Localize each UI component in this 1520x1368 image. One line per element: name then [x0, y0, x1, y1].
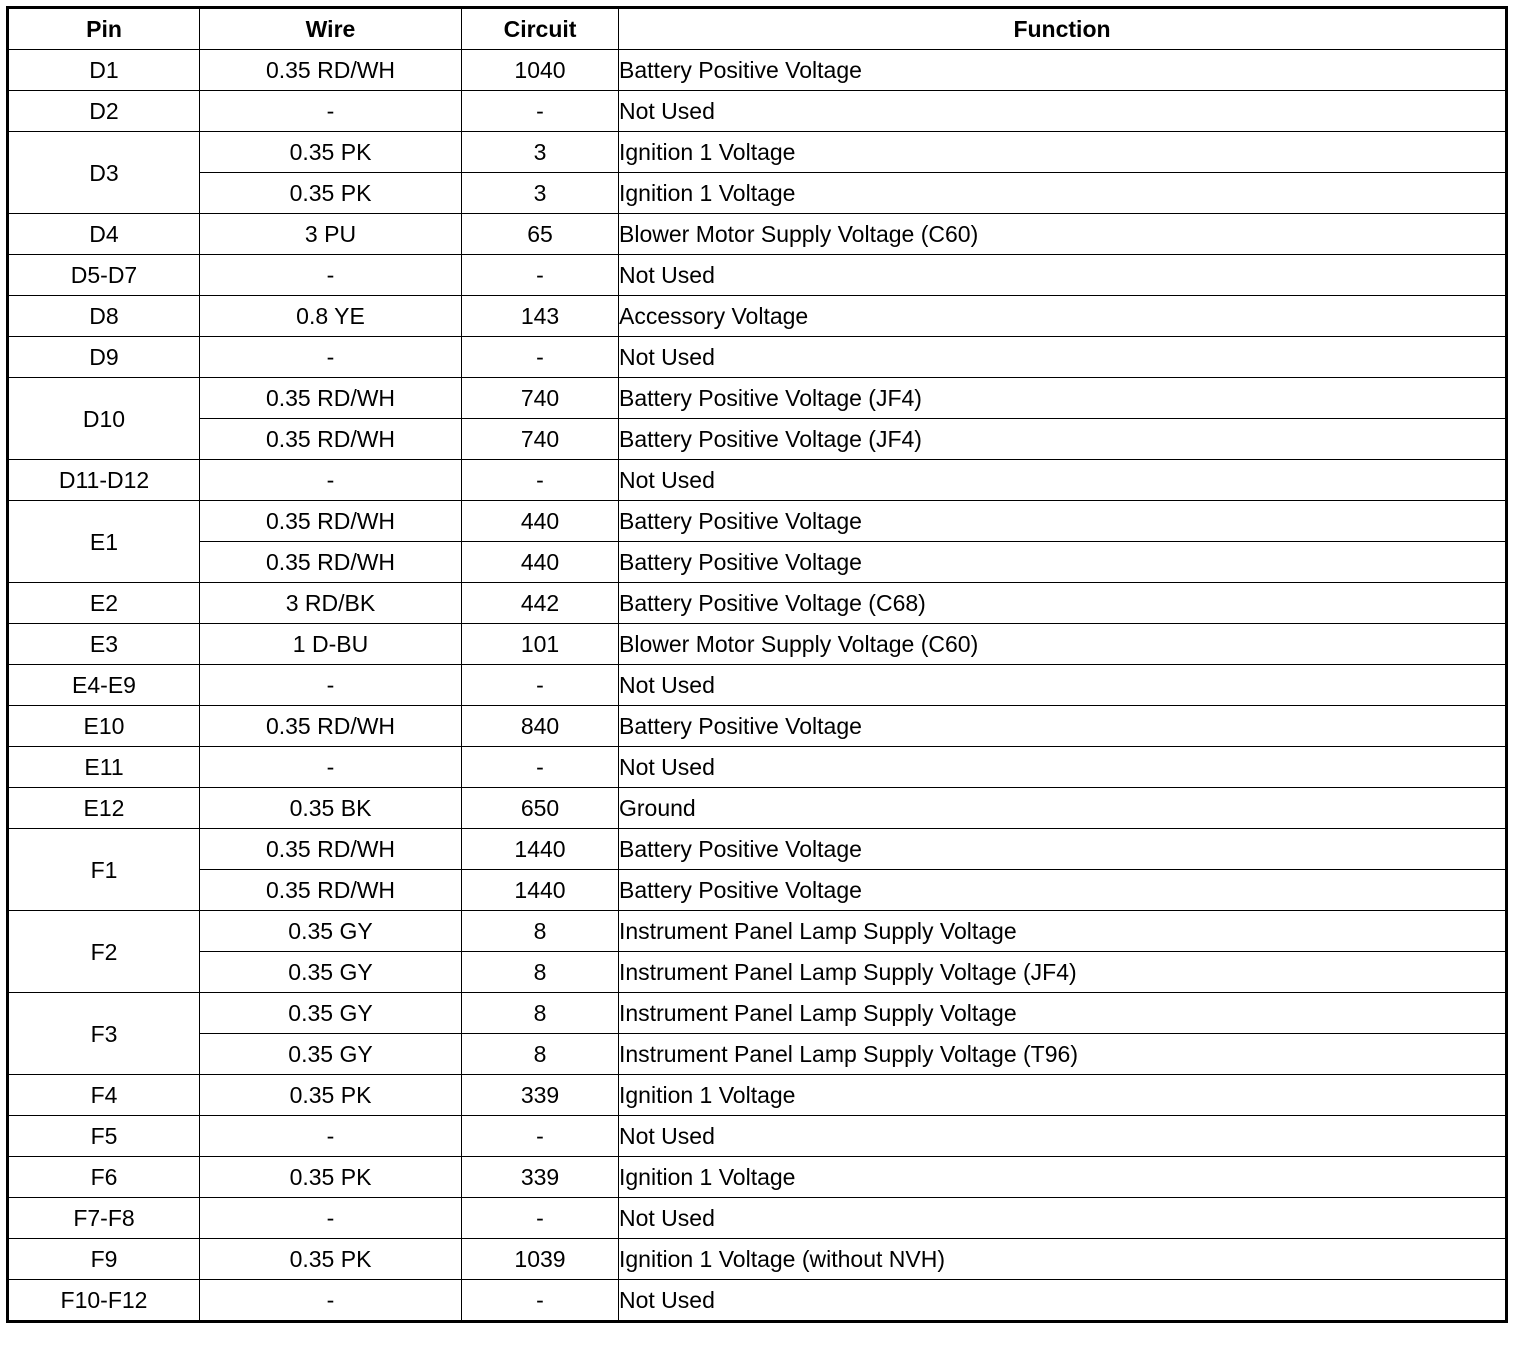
circuit-cell: -	[462, 91, 619, 132]
table-row	[8, 460, 1507, 501]
function-cell: Instrument Panel Lamp Supply Voltage	[619, 911, 1507, 952]
circuit-cell: 650	[462, 788, 619, 829]
pin-cell: E4-E9	[8, 665, 200, 706]
function-cell: Blower Motor Supply Voltage (C60)	[619, 214, 1507, 255]
table-row	[8, 788, 1507, 829]
table-row	[8, 1157, 1507, 1198]
circuit-cell: 65	[462, 214, 619, 255]
circuit-cell: -	[462, 460, 619, 501]
wire-cell: 0.35 RD/WH	[200, 50, 462, 91]
wire-cell: -	[200, 747, 462, 788]
table-row	[8, 337, 1507, 378]
wire-cell: 0.35 GY	[200, 952, 462, 993]
wire-cell: 0.35 BK	[200, 788, 462, 829]
wire-cell: 0.35 GY	[200, 1034, 462, 1075]
circuit-cell: -	[462, 1198, 619, 1239]
wire-cell: 3 RD/BK	[200, 583, 462, 624]
function-cell: Ignition 1 Voltage	[619, 1157, 1507, 1198]
pin-cell: D4	[8, 214, 200, 255]
function-cell: Not Used	[619, 337, 1507, 378]
function-cell: Battery Positive Voltage	[619, 706, 1507, 747]
function-cell: Accessory Voltage	[619, 296, 1507, 337]
pin-cell: E2	[8, 583, 200, 624]
table-row	[8, 132, 1507, 173]
circuit-cell: 1040	[462, 50, 619, 91]
connector-pinout-table	[6, 6, 1508, 1323]
table-row	[8, 50, 1507, 91]
pin-cell: D2	[8, 91, 200, 132]
table-row	[8, 583, 1507, 624]
circuit-cell: 440	[462, 501, 619, 542]
pin-cell: D1	[8, 50, 200, 91]
circuit-cell: 8	[462, 952, 619, 993]
wire-cell: 0.35 RD/WH	[200, 378, 462, 419]
wire-cell: -	[200, 91, 462, 132]
table-row	[8, 665, 1507, 706]
function-cell: Not Used	[619, 1116, 1507, 1157]
circuit-cell: 8	[462, 911, 619, 952]
wire-cell: 0.35 PK	[200, 1157, 462, 1198]
function-cell: Instrument Panel Lamp Supply Voltage (T96)	[619, 1034, 1507, 1075]
pin-cell: D11-D12	[8, 460, 200, 501]
circuit-cell: -	[462, 665, 619, 706]
function-cell: Not Used	[619, 91, 1507, 132]
table-row	[8, 501, 1507, 542]
circuit-cell: 8	[462, 993, 619, 1034]
pin-cell: D8	[8, 296, 200, 337]
function-cell: Battery Positive Voltage	[619, 50, 1507, 91]
table-row	[8, 1198, 1507, 1239]
function-cell: Ignition 1 Voltage	[619, 132, 1507, 173]
function-cell: Not Used	[619, 665, 1507, 706]
function-cell: Battery Positive Voltage (C68)	[619, 583, 1507, 624]
pin-cell: E12	[8, 788, 200, 829]
header-row	[8, 8, 1507, 50]
table-row	[8, 173, 1507, 214]
wire-cell: -	[200, 460, 462, 501]
pin-cell: D3	[8, 132, 200, 214]
table-row	[8, 1075, 1507, 1116]
wire-cell: -	[200, 1198, 462, 1239]
wire-cell: 0.35 PK	[200, 1075, 462, 1116]
wire-cell: 1 D-BU	[200, 624, 462, 665]
function-cell: Not Used	[619, 255, 1507, 296]
function-cell: Battery Positive Voltage (JF4)	[619, 378, 1507, 419]
circuit-cell: 740	[462, 378, 619, 419]
wire-cell: 0.35 RD/WH	[200, 419, 462, 460]
function-cell: Instrument Panel Lamp Supply Voltage	[619, 993, 1507, 1034]
circuit-cell: 1440	[462, 829, 619, 870]
wire-cell: -	[200, 1280, 462, 1322]
pin-cell: D5-D7	[8, 255, 200, 296]
circuit-cell: -	[462, 1116, 619, 1157]
header-function: Function	[619, 8, 1507, 50]
header-wire: Wire	[200, 8, 462, 50]
circuit-cell: 101	[462, 624, 619, 665]
table-body	[8, 50, 1507, 1322]
circuit-cell: 442	[462, 583, 619, 624]
wire-cell: 3 PU	[200, 214, 462, 255]
pin-cell: F7-F8	[8, 1198, 200, 1239]
circuit-cell: -	[462, 1280, 619, 1322]
circuit-cell: -	[462, 337, 619, 378]
wire-cell: 0.35 RD/WH	[200, 706, 462, 747]
pin-cell: F4	[8, 1075, 200, 1116]
wire-cell: 0.35 RD/WH	[200, 542, 462, 583]
wire-cell: -	[200, 1116, 462, 1157]
wire-cell: 0.35 PK	[200, 1239, 462, 1280]
function-cell: Battery Positive Voltage	[619, 829, 1507, 870]
pin-cell: F1	[8, 829, 200, 911]
circuit-cell: 740	[462, 419, 619, 460]
table-row	[8, 624, 1507, 665]
table-row	[8, 952, 1507, 993]
table-row	[8, 296, 1507, 337]
circuit-cell: 8	[462, 1034, 619, 1075]
wire-cell: -	[200, 665, 462, 706]
table-row	[8, 1034, 1507, 1075]
wire-cell: 0.35 PK	[200, 173, 462, 214]
table-header	[8, 8, 1507, 50]
function-cell: Ignition 1 Voltage (without NVH)	[619, 1239, 1507, 1280]
table-row	[8, 378, 1507, 419]
circuit-cell: 840	[462, 706, 619, 747]
function-cell: Not Used	[619, 747, 1507, 788]
function-cell: Instrument Panel Lamp Supply Voltage (JF4)	[619, 952, 1507, 993]
pin-cell: E3	[8, 624, 200, 665]
table-row	[8, 255, 1507, 296]
table-row	[8, 706, 1507, 747]
circuit-cell: 339	[462, 1157, 619, 1198]
circuit-cell: 143	[462, 296, 619, 337]
pin-cell: E11	[8, 747, 200, 788]
circuit-cell: 3	[462, 173, 619, 214]
table-row	[8, 214, 1507, 255]
function-cell: Battery Positive Voltage	[619, 870, 1507, 911]
table-row	[8, 1239, 1507, 1280]
table-row	[8, 747, 1507, 788]
function-cell: Ground	[619, 788, 1507, 829]
pin-cell: E1	[8, 501, 200, 583]
header-pin: Pin	[8, 8, 200, 50]
wire-cell: 0.35 RD/WH	[200, 870, 462, 911]
table-row	[8, 1280, 1507, 1322]
pin-cell: F10-F12	[8, 1280, 200, 1322]
wire-cell: 0.35 RD/WH	[200, 829, 462, 870]
function-cell: Ignition 1 Voltage	[619, 173, 1507, 214]
table-row	[8, 870, 1507, 911]
pin-cell: F5	[8, 1116, 200, 1157]
table-row	[8, 993, 1507, 1034]
wire-cell: 0.35 GY	[200, 911, 462, 952]
table-row	[8, 829, 1507, 870]
pin-cell: F3	[8, 993, 200, 1075]
pin-cell: F9	[8, 1239, 200, 1280]
pin-cell: F6	[8, 1157, 200, 1198]
function-cell: Not Used	[619, 460, 1507, 501]
function-cell: Battery Positive Voltage (JF4)	[619, 419, 1507, 460]
circuit-cell: 339	[462, 1075, 619, 1116]
wire-cell: 0.35 PK	[200, 132, 462, 173]
function-cell: Not Used	[619, 1280, 1507, 1322]
wire-cell: -	[200, 255, 462, 296]
function-cell: Not Used	[619, 1198, 1507, 1239]
table-row	[8, 419, 1507, 460]
circuit-cell: -	[462, 747, 619, 788]
table-row	[8, 91, 1507, 132]
table-row	[8, 542, 1507, 583]
pin-cell: D10	[8, 378, 200, 460]
circuit-cell: 1440	[462, 870, 619, 911]
wire-cell: 0.35 RD/WH	[200, 501, 462, 542]
pin-cell: D9	[8, 337, 200, 378]
wire-cell: 0.8 YE	[200, 296, 462, 337]
circuit-cell: 440	[462, 542, 619, 583]
table-row	[8, 1116, 1507, 1157]
wire-cell: -	[200, 337, 462, 378]
function-cell: Battery Positive Voltage	[619, 501, 1507, 542]
pin-cell: E10	[8, 706, 200, 747]
pin-cell: F2	[8, 911, 200, 993]
function-cell: Blower Motor Supply Voltage (C60)	[619, 624, 1507, 665]
function-cell: Ignition 1 Voltage	[619, 1075, 1507, 1116]
circuit-cell: 3	[462, 132, 619, 173]
circuit-cell: -	[462, 255, 619, 296]
table-row	[8, 911, 1507, 952]
header-circuit: Circuit	[462, 8, 619, 50]
circuit-cell: 1039	[462, 1239, 619, 1280]
wire-cell: 0.35 GY	[200, 993, 462, 1034]
function-cell: Battery Positive Voltage	[619, 542, 1507, 583]
